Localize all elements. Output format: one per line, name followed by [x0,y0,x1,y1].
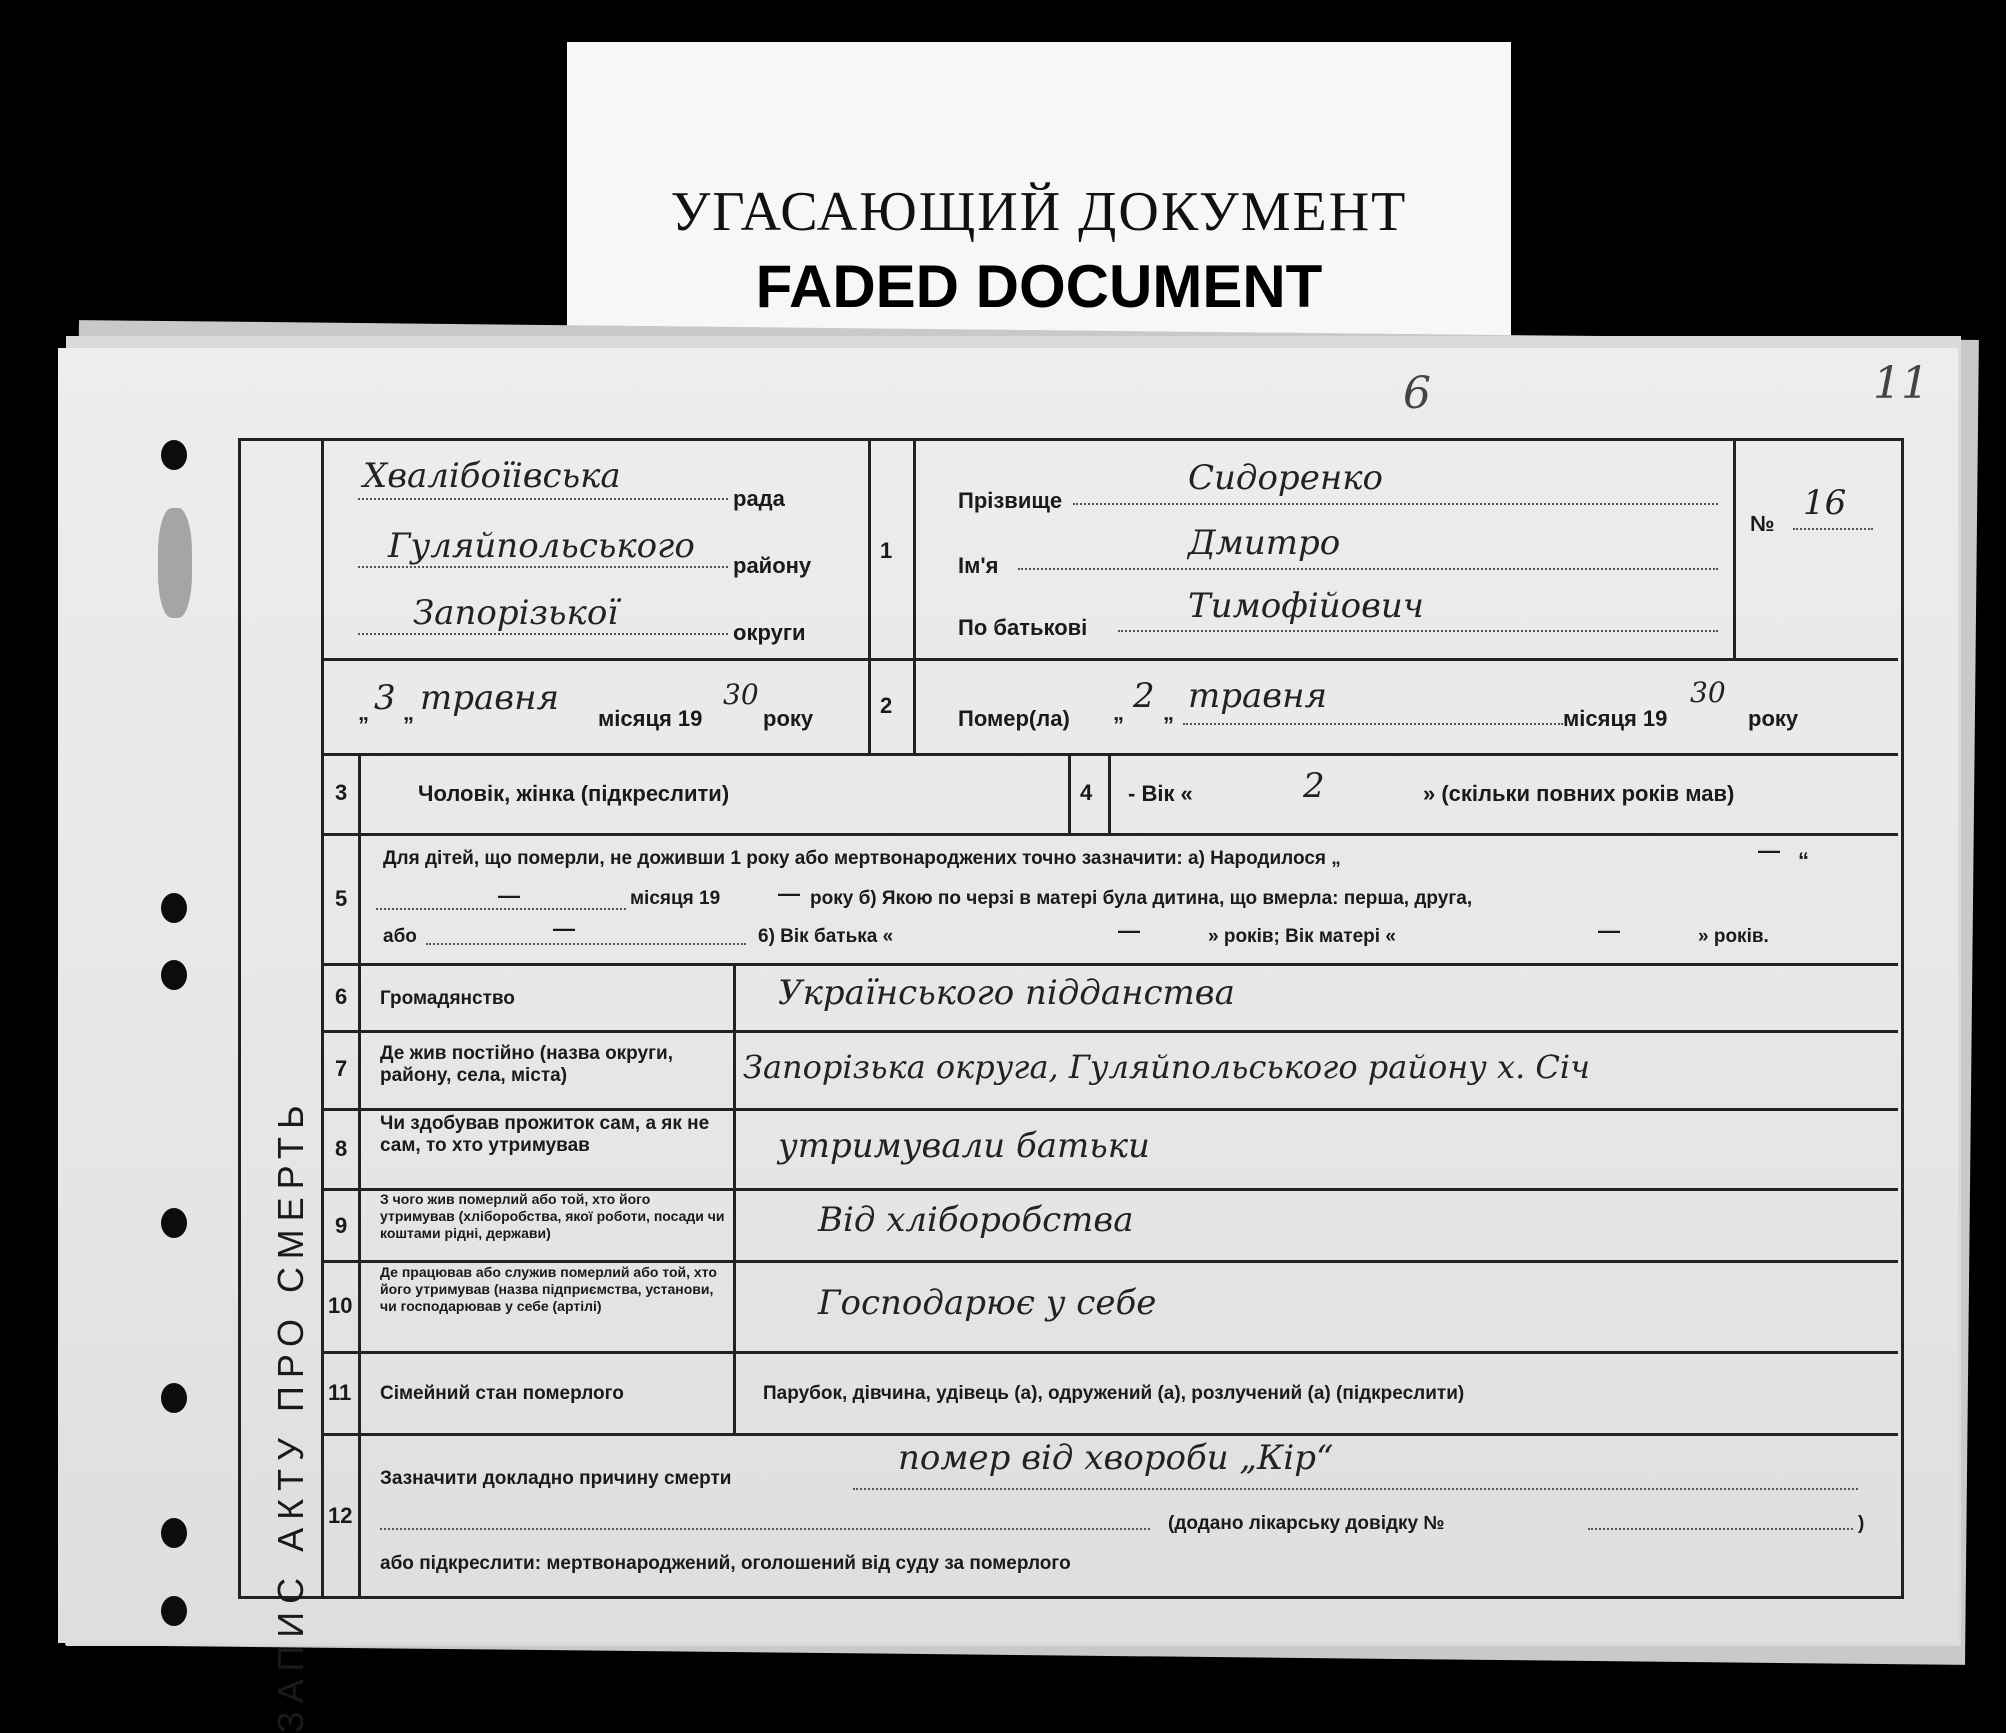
row-divider [321,963,1898,966]
age-prefix: - Вік « [1128,781,1193,806]
underline [1018,568,1718,570]
header-divider [868,438,871,753]
quote-mark: „ [403,700,414,725]
row-number: 1 [880,538,893,563]
okrug-label: округи [733,620,806,645]
income-label: З чого жив померлий або той, хто його утримував (хліборобства, якої роботи, посади чи коштами рідні, держави) [380,1191,725,1241]
death-year-label: року [1748,706,1799,731]
underline [358,498,728,500]
dash-mark: — [1598,918,1620,943]
row-number: 10 [328,1293,353,1318]
reg-year: 30 [723,678,759,711]
row-divider [321,1351,1898,1354]
record-no-label: № [1750,511,1775,536]
underline [358,633,728,635]
tag-line-ru: УГАСАЮЩИЙ ДОКУМЕНТ [670,181,1408,243]
underline [853,1488,1858,1490]
row-number: 11 [328,1380,352,1405]
marital-label: Сімейний стан померлого [380,1383,624,1404]
death-label: Помер(ла) [958,706,1070,731]
surname-value: Сидоренко [1188,458,1383,498]
okrug-name: Запорізької [413,593,619,633]
reg-month: травня [420,678,559,718]
district-label: району [733,553,812,578]
reg-month-label: місяця 19 [598,706,703,731]
dash-mark: — [553,916,575,941]
underline [1588,1528,1853,1530]
citizenship-value: Українського підданства [778,973,1235,1013]
bracket-mark: ) [1858,1513,1865,1534]
years-label: » років. [1698,926,1769,947]
death-record-card [58,348,1958,1733]
residence-value: Запорізька округа, Гуляйпольського району х. Січ [743,1048,1591,1086]
surname-label: Прізвище [958,488,1063,513]
quote-mark: „ [1163,700,1174,725]
row-divider [321,1108,1898,1111]
dash-mark: — [1758,838,1780,863]
citizenship-label: Громадянство [380,988,515,1009]
dash-mark: — [1118,918,1140,943]
record-no-value: 16 [1803,483,1847,523]
quote-mark: „ [358,700,369,725]
cause-label: Зазначити докладно причину смерти [380,1468,732,1489]
row-divider [321,1030,1898,1033]
row-3-divider [1068,753,1071,833]
reg-day: 3 [374,678,396,718]
punch-hole [161,960,187,990]
row-divider [321,833,1898,836]
row-number: 12 [328,1503,353,1528]
children-or: або [383,926,417,947]
death-month: травня [1188,676,1327,716]
patronymic-label: По батькові [958,615,1088,640]
children-month-label: місяця 19 [630,888,721,909]
record-no-divider [1733,438,1736,658]
punch-hole [161,1518,187,1548]
name-label: Ім'я [958,553,999,578]
quote-mark: “ [1798,848,1809,873]
faded-document-tag [567,42,1511,342]
livelihood-label: Чи здобував прожиток сам, а як не сам, то хто утримував [380,1113,710,1156]
livelihood-value: утримували батьки [778,1126,1150,1166]
quote-mark: „ [1113,700,1124,725]
row-number: 3 [335,780,348,805]
name-value: Дмитро [1188,523,1341,563]
death-year: 30 [1690,676,1726,709]
page-mark: 6 [1403,368,1431,419]
cause-value: помер від хвороби „Кір“ [898,1438,1334,1478]
row-divider [321,1260,1898,1263]
children-line-1: Для дітей, що померли, не доживши 1 року або мертвонароджених точно зазначити: а) Народилося „ [383,848,1341,869]
form-title: ЗАПИС АКТУ ПРО СМЕРТЬ [270,1097,311,1733]
marital-value: Парубок, дівчина, удівець (а), одружений (а), розлучений (а) (підкреслити) [763,1383,1465,1404]
sheet-mark: 11 [1873,358,1929,409]
income-value: Від хліборобства [818,1200,1134,1240]
header-divider [913,438,916,753]
row-divider [321,658,1898,661]
row-number: 7 [335,1056,348,1081]
punch-hole [161,893,187,923]
death-day: 2 [1133,676,1155,716]
number-column-divider [358,753,361,1596]
mother-age-label: » років; Вік матері « [1208,926,1396,947]
workplace-label: Де працював або служив померлий або той, хто його утримував (назва підприємства, установи, чи господарював у себе (артілі) [380,1264,717,1314]
row-number: 2 [880,693,893,718]
father-age-label: 6) Вік батька « [758,926,894,947]
council-name: Хвалібоїівська [363,456,621,496]
row-divider [321,1433,1898,1436]
row-number: 4 [1080,780,1093,805]
row-number: 6 [335,984,348,1009]
label-column-divider [733,963,736,1433]
row-number: 9 [335,1213,348,1238]
workplace-value: Господарює у себе [818,1283,1157,1323]
row-4-divider [1108,753,1111,833]
patronymic-value: Тимофійович [1188,586,1424,626]
underline [1073,503,1718,505]
underline [380,1528,1150,1530]
stain-mark [158,508,192,618]
certificate-label: (додано лікарську довідку № [1168,1513,1445,1534]
underline [426,943,746,945]
dash-mark: — [778,881,800,906]
title-column-divider [321,438,324,1596]
death-month-label: місяця 19 [1563,706,1668,731]
children-line-2: року б) Якою по черзі в матері була дитина, що вмерла: перша, друга, [810,888,1473,909]
row-number: 5 [335,886,348,911]
punch-hole [161,1596,187,1626]
cause-alt-label: або підкреслити: мертвонароджений, оголошений від суду за померлого [380,1553,1071,1574]
underline [358,566,728,568]
dash-mark: — [498,883,520,908]
underline [1118,630,1718,632]
residence-label: Де жив постійно (назва округи, району, села, міста) [380,1043,673,1086]
district-name: Гуляйпольського [388,526,695,566]
punch-hole [161,440,187,470]
row-number: 8 [335,1136,348,1161]
sex-label: Чоловік, жінка (підкреслити) [418,781,730,806]
reg-year-label: року [763,706,814,731]
council-label: рада [733,486,785,511]
age-value: 2 [1303,766,1325,806]
underline [1793,528,1873,530]
punch-hole [161,1208,187,1238]
age-suffix: » (скільки повних років мав) [1423,781,1735,806]
punch-hole [161,1383,187,1413]
tag-line-en: FADED DOCUMENT [755,253,1323,320]
underline [1183,723,1563,725]
